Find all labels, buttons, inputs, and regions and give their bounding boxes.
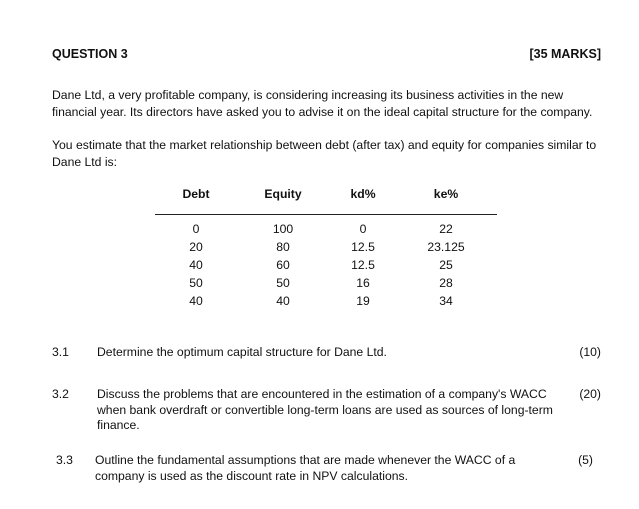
table-cell: 19 xyxy=(356,294,370,308)
table-cell: 0 xyxy=(359,222,367,236)
intro-line: You estimate that the market relationship between debt (after tax) and equity for companies similar to xyxy=(52,138,597,152)
table-cell: 25 xyxy=(439,258,453,272)
table-cell: 23.125 xyxy=(427,240,465,254)
column-header-debt: Debt xyxy=(182,187,210,201)
total-marks: [35 MARKS] xyxy=(529,47,601,61)
table-cell: 22 xyxy=(439,222,453,236)
table-cell: 60 xyxy=(276,258,290,272)
question-marks: (20) xyxy=(579,387,601,401)
intro-line: financial year. Its directors have asked you to advise it on the ideal capital structure for the company. xyxy=(52,105,593,119)
table-cell: 34 xyxy=(439,294,453,308)
intro-line: Dane Ltd, a very profitable company, is considering increasing its business activities in the new xyxy=(52,88,564,102)
table-cell: 0 xyxy=(192,222,200,236)
question-line: Discuss the problems that are encountered in the estimation of a company's WACC xyxy=(97,387,547,401)
question-line: finance. xyxy=(97,418,140,432)
question-number: 3.2 xyxy=(52,387,69,401)
table-cell: 40 xyxy=(189,258,203,272)
column-header-ke: ke% xyxy=(433,187,459,201)
question-title: QUESTION 3 xyxy=(52,47,128,61)
table-cell: 12.5 xyxy=(351,240,375,254)
table-cell: 12.5 xyxy=(351,258,375,272)
market-relationship-paragraph xyxy=(52,137,617,171)
table-cell: 50 xyxy=(189,276,203,290)
table-cell: 20 xyxy=(189,240,203,254)
question-line: company is used as the discount rate in NPV calculations. xyxy=(95,468,408,483)
question-line: Determine the optimum capital structure for Dane Ltd. xyxy=(97,345,387,359)
column-header-kd: kd% xyxy=(350,187,376,201)
table-cell: 28 xyxy=(439,276,453,290)
table-cell: 16 xyxy=(356,276,370,290)
intro-paragraph xyxy=(52,87,612,121)
question-number: 3.1 xyxy=(52,345,69,359)
question-marks: (5) xyxy=(578,453,593,467)
intro-line: Dane Ltd is: xyxy=(52,155,118,169)
table-header-rule xyxy=(155,214,497,215)
table-cell: 100 xyxy=(272,222,294,236)
table-cell: 40 xyxy=(276,294,290,308)
question-number: 3.3 xyxy=(56,453,73,467)
column-header-equity: Equity xyxy=(264,187,302,201)
question-line: when bank overdraft or convertible long-term loans are used as sources of long-term xyxy=(97,402,553,417)
question-text xyxy=(97,345,557,361)
table-cell: 40 xyxy=(189,294,203,308)
question-text xyxy=(97,387,575,434)
table-cell: 50 xyxy=(276,276,290,290)
question-text xyxy=(95,453,565,484)
question-marks: (10) xyxy=(579,345,601,359)
question-line: Outline the fundamental assumptions that are made whenever the WACC of a xyxy=(95,453,516,467)
table-cell: 80 xyxy=(276,240,290,254)
